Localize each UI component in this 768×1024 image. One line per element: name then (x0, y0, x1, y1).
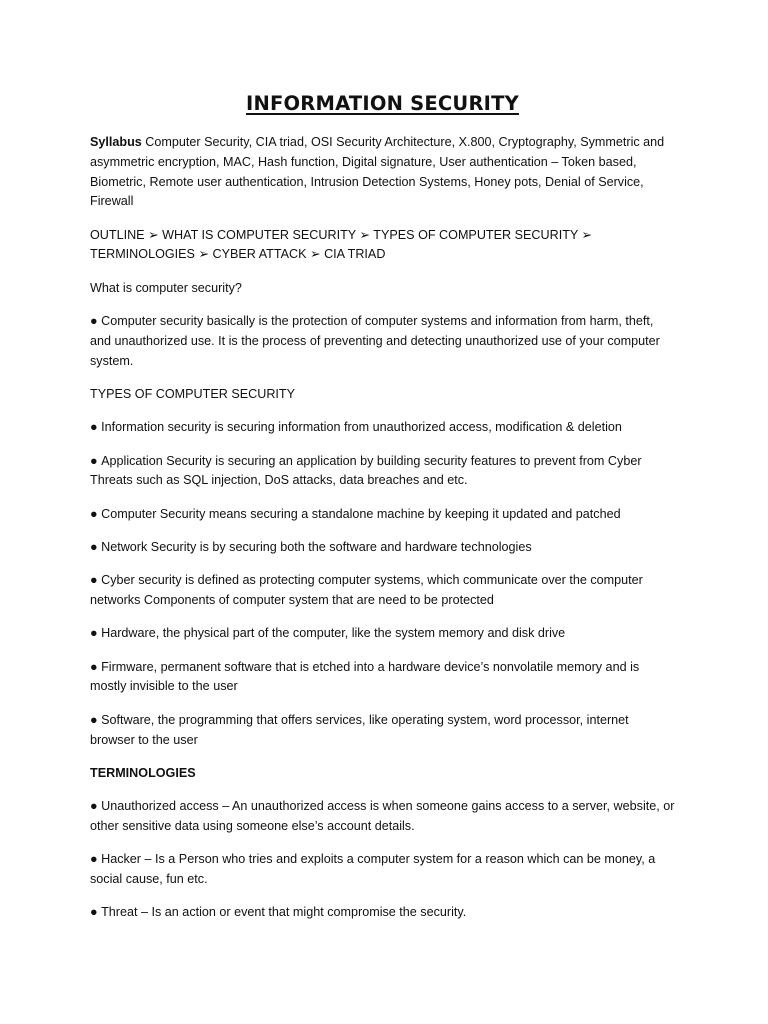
types-bullet: ● Network Security is by securing both the software and hardware technologies (90, 538, 675, 558)
terminology-bullet: ● Unauthorized access – An unauthorized access is when someone gains access to a server, website, or other sensitive data using someone else’s account details. (90, 797, 675, 837)
types-heading: TYPES OF COMPUTER SECURITY (90, 386, 296, 401)
terminology-bullet: ● Hacker – Is a Person who tries and exploits a computer system for a reason which can be money, a social cause, fun etc. (90, 850, 675, 890)
what-is-bullet: ● Computer security basically is the protection of computer systems and information from harm, theft, and unauthorized use. It is the process of preventing and detecting unauthorized use of your computer system. (90, 312, 675, 371)
outline-paragraph: OUTLINE ➢ WHAT IS COMPUTER SECURITY ➢ TYPES OF COMPUTER SECURITY ➢ TERMINOLOGIES ➢ CYBER ATTACK ➢ CIA TRIAD (90, 227, 593, 262)
terminologies-heading: TERMINOLOGIES (90, 765, 196, 780)
types-bullet: ● Computer Security means securing a standalone machine by keeping it updated and patched (90, 505, 675, 525)
types-bullet: ● Firmware, permanent software that is etched into a hardware device’s nonvolatile memory and is mostly invisible to the user (90, 658, 675, 698)
what-is-heading: What is computer security? (90, 280, 242, 295)
syllabus-text: Computer Security, CIA triad, OSI Security Architecture, X.800, Cryptography, Symmetric and asymmetric encryption, MAC, Hash function, Digital signature, User authentication – Token based, Biometric, Remote user authentication, Intrusion Detection Systems, Honey pots, Denial of Service, Firewall (90, 135, 665, 209)
document-body (90, 92, 675, 937)
syllabus-label: Syllabus (90, 135, 142, 149)
types-bullet: ● Hardware, the physical part of the computer, like the system memory and disk drive (90, 624, 675, 644)
types-bullet: ● Software, the programming that offers services, like operating system, word processor, internet browser to the user (90, 711, 675, 751)
document-title: INFORMATION SECURITY (246, 92, 519, 115)
syllabus-paragraph (90, 133, 675, 212)
types-bullet: ● Cyber security is defined as protecting computer systems, which communicate over the computer networks Components of computer system that are need to be protected (90, 571, 675, 611)
types-bullet: ● Information security is securing information from unauthorized access, modification & deletion (90, 418, 675, 438)
terminology-bullet: ● Threat – Is an action or event that might compromise the security. (90, 903, 675, 923)
types-bullet: ● Application Security is securing an application by building security features to prevent from Cyber Threats such as SQL injection, DoS attacks, data breaches and etc. (90, 452, 675, 492)
